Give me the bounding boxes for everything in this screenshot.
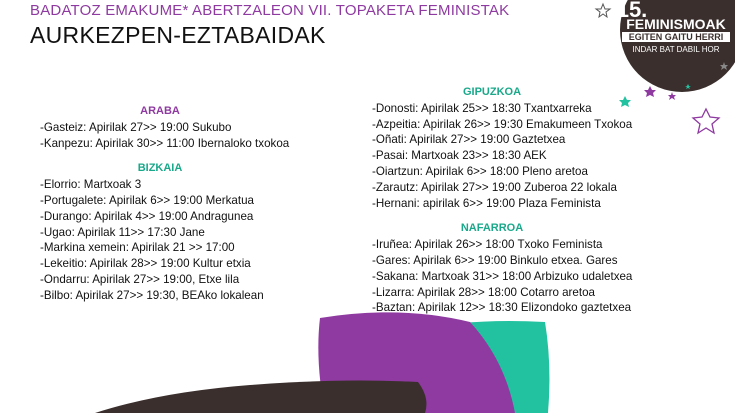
event-item: -Oiartzun: Apirilak 6>> 18:00 Pleno aretoa [372,164,588,178]
event-item: -Iruñea: Apirilak 26>> 18:00 Txoko Feminista [372,238,603,252]
event-item: -Sakana: Martxoak 31>> 18:00 Arbizuko udaletxea [372,269,633,283]
event-item: -Durango: Apirilak 4>> 19:00 Andragunea [40,209,254,223]
event-item: -Lizarra: Apirilak 28>> 18:00 Cotarro aretoa [372,285,595,299]
badge-line-3: INDAR BAT DABIL HOR [632,45,720,54]
event-item: -Kanpezu: Apirilak 30>> 11:00 Ibernaloko txokoa [40,136,290,150]
page-title: AURKEZPEN-EZTABAIDAK [30,22,326,48]
dark-shape [95,381,426,413]
event-item: -Donosti: Apirilak 25>> 18:30 Txantxarreka [372,101,592,115]
region-heading: GIPUZKOA [462,86,522,98]
badge-number: 15. [616,0,648,22]
event-item: -Gares: Apirilak 6>> 19:00 Binkulo etxea. Gares [372,253,618,267]
page-kicker: BADATOZ EMAKUME* ABERTZALEON VII. TOPAKETA FEMINISTAK [30,2,510,19]
event-item: -Lekeitio: Apirilak 28>> 19:00 Kultur etxia [40,257,251,271]
schedule-left-column [40,104,340,304]
event-item: -Baztan: Apirilak 12>> 18:30 Elizondoko gaztetxea [372,301,632,315]
event-item: -Markina xemein: Apirilak 21 >> 17:00 [40,241,235,255]
schedule-right-column [372,85,672,316]
badge-line-1: FEMINISMOAK [626,16,726,32]
event-item: -Azpeitia: Apirilak 26>> 19:30 Emakumeen Txokoa [372,117,633,131]
event-item: -Ugao: Apirilak 11>> 17:30 Jane [40,225,205,239]
section-gap [40,151,340,161]
event-item: -Pasai: Martxoak 23>> 18:30 AEK [372,149,547,163]
badge-line-2: EGITEN GAITU HERRI [622,32,730,42]
event-item: -Oñati: Apirilak 27>> 19:00 Gaztetxea [372,133,566,147]
region-heading: ARABA [140,105,180,117]
event-item: -Hernani: apirilak 6>> 19:00 Plaza Feminista [372,196,601,210]
event-item: -Ondarru: Apirilak 27>> 19:00, Etxe lila [40,272,240,286]
star-icon [693,109,719,133]
section-gap [372,211,672,221]
event-item: -Zarautz: Apirilak 27>> 19:00 Zuberoa 22 lokala [372,180,617,194]
star-icon [596,4,610,17]
region-heading: NAFARROA [460,222,524,235]
event-item: -Portugalete: Apirilak 6>> 19:00 Merkatua [40,193,254,207]
event-item: -Elorrio: Martxoak 3 [40,178,142,192]
region-heading: BIZKAIA [137,162,183,175]
event-item: -Gasteiz: Apirilak 27>> 19:00 Sukubo [40,120,232,134]
event-item: -Bilbo: Apirilak 27>> 19:30, BEAko lokalean [40,288,264,302]
